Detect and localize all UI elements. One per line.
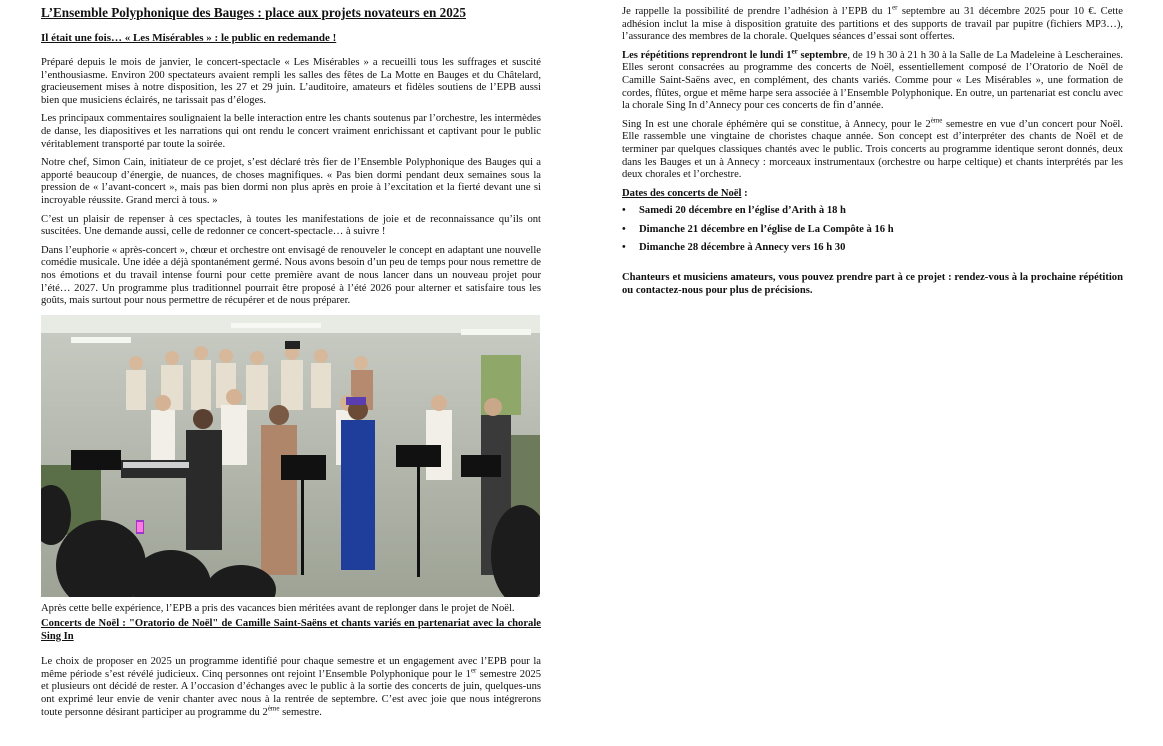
text-part: semestre 2025 et plusieurs ont décidé de rester. A l’occasion d’échanges avec le public à la sortie des concerts de juin, quelques-uns ont exprimé leur envie de venir chanter avec nous à la rentrée de septembre. C’est avec joie que nous intégrerons toute personne désirant participer au programme du 2 <box>41 668 541 718</box>
paragraph: Notre chef, Simon Cain, initiateur de ce projet, s’est déclaré très fier de l’Ensemble Polyphonique des Bauges qui a apporté beaucoup d’énergie, de nuances, de choses magnifiques. « Pas bien dormi pendant deux semaines sous la pression de « l’avant-concert », mais pas bien dormi non plus après en proie à l’excitation et la fierté devant une si incroyable réussite. Grand merci à tous. » <box>41 157 541 206</box>
paragraph-membership <box>622 3 1123 44</box>
paragraph: C’est un plaisir de repenser à ces spectacles, à toutes les manifestations de joie et de reconnaissance qu’ils ont suscitées. Une demande aussi, celle de redonner ce concert-spectacle… à suivre ! <box>41 213 541 238</box>
paragraph-last <box>41 656 541 719</box>
superscript: er <box>791 47 798 56</box>
photo-caption: Après cette belle expérience, l’EPB a pris des vacances bien méritées avant de replonger dans le projet de Noël. <box>41 602 515 614</box>
bullet-icon: • <box>622 223 626 235</box>
closing-call: Chanteurs et musiciens amateurs, vous pouvez prendre part à ce projet : rendez-vous à la prochaine répétition ou contactez-nous pour plus de précisions. <box>622 272 1123 296</box>
superscript: er <box>892 3 898 12</box>
superscript: er <box>470 666 477 675</box>
text-part: Je rappelle la possibilité de prendre l’adhésion à l’EPB du 1 <box>622 6 893 17</box>
right-column <box>622 0 1123 298</box>
text-part: , de 19 h 30 à 21 h 30 à la Salle de La Madeleine à Lescheraines. Elles seront consacrées au programme des concerts de Noël, essentiellement composé de l’Oratorio de Noël de Camille Saint-Saëns avec, en complément, des chants variés. Comme pour « Les Misérables », une formation de cordes, flûtes, orgue et même harpe sera associée à l’Ensemble Polyphonique. En outre, un partenariat est conclu avec la chorale Sing In d’Annecy pour ces concerts de fin d’année. <box>622 49 1124 112</box>
text-part: Le choix de proposer en 2025 un programme identifié pour chaque semestre et un engagement avec l’EPB pour la même période s’est révélé judicieux. Cinq personnes ont rejoint l’Ensemble Polyphonique pour le 1 <box>41 656 541 680</box>
dates-heading-suffix: : <box>741 187 748 199</box>
paragraph: Dans l’euphorie « après-concert », chœur et orchestre ont envisagé de renouveler le concept en adaptant une nouvelle comédie musicale. Une idée a déjà spontanément germé. Nous avons besoin d’un peu de temps pour nous remettre de nos émotions et du travail intense fourni pour cette première avant de nous lancer dans un nouveau projet pour l’été… 2027. Un programme plus traditionnel pourrait être proposé à l’été 2026 pour alterner et satisfaire tous les goûts, mais surtout pour nous permettre de récupérer et de nous préparer. <box>41 244 541 307</box>
text-part: semestre en vue d’un concert pour Noël. Elle rassemble une vingtaine de choristes chaque année. Son concept est d’interpréter des chants de Noël et de terminer par quelques classiques chantés avec le public. Trois concerts au programme identique seront donnés, deux dans les Bauges et un à Annecy : morceaux instrumentaux (orchestre ou harpe celtique) et chants interprétés par les deux chorales et l’orchestre. <box>622 118 1123 181</box>
concert-photo-illustration <box>41 315 540 597</box>
superscript: ème <box>930 116 943 125</box>
list-item <box>622 204 1123 217</box>
concert-dates-list <box>622 204 1123 254</box>
dates-heading <box>622 188 1123 201</box>
paragraph: Les principaux commentaires soulignaient la belle interaction entre les chants soutenus par l’orchestre, les intermèdes de danse, les diapositives et les narrations qui ont rendu le concert vraiment enrichissant et captivant pour le public véritablement transporté par toute la soirée. <box>41 113 541 150</box>
text-part: septembre <box>797 49 848 61</box>
left-column <box>41 0 541 719</box>
list-item <box>622 241 1123 254</box>
concert-date: Samedi 20 décembre en l’église d’Arith à 18 h <box>639 205 846 217</box>
bullet-icon: • <box>622 205 626 217</box>
superscript: ème <box>267 704 280 713</box>
paragraph: Préparé depuis le mois de janvier, le concert-spectacle « Les Misérables » a recueilli tous les suffrages et suscité l’enthousiasme. Environ 200 spectateurs avaient rempli les salles des fêtes de La Motte en Bauges et du Châtelard, gracieusement mises à notre disposition, les 27 et 29 juin. L’auditoire, amateurs et fidèles soutiens de l’EPB aussi bien que musiciens éclairés, ne tarissait pas d’éloges. <box>41 57 541 106</box>
text-part: Sing In est une chorale éphémère qui se constitue, à Annecy, pour le 2 <box>622 118 931 130</box>
paragraph-sing-in <box>622 116 1123 182</box>
section-heading-miserables: Il était une fois… « Les Misérables » : le public en redemande ! <box>41 32 337 44</box>
article-title: L’Ensemble Polyphonique des Bauges : place aux projets novateurs en 2025 <box>41 5 466 20</box>
concert-date: Dimanche 28 décembre à Annecy vers 16 h 30 <box>639 242 846 254</box>
text-part: septembre au 31 décembre 2025 pour 10 €. Cette adhésion inclut la mise à disposition gratuite des partitions et des supports de travail par pupitre (fichiers MP3…), l’assurance des membres de la chorale. Quelques séances d’essai sont offertes. <box>622 6 1123 43</box>
section-heading-noel: Concerts de Noël : "Oratorio de Noël" de Camille Saint-Saëns et chants variés en partenariat avec la chorale Sing In <box>41 618 541 642</box>
concert-photo <box>41 315 540 597</box>
bullet-icon: • <box>622 242 626 254</box>
paragraph-rehearsals <box>622 47 1124 113</box>
text-part: semestre. <box>279 706 322 718</box>
concert-date: Dimanche 21 décembre en l’église de La Compôte à 16 h <box>639 223 894 235</box>
dates-heading-text: Dates des concerts de Noël <box>622 187 742 199</box>
text-part: Les répétitions reprendront le lundi 1 <box>622 49 792 61</box>
list-item <box>622 223 1123 236</box>
